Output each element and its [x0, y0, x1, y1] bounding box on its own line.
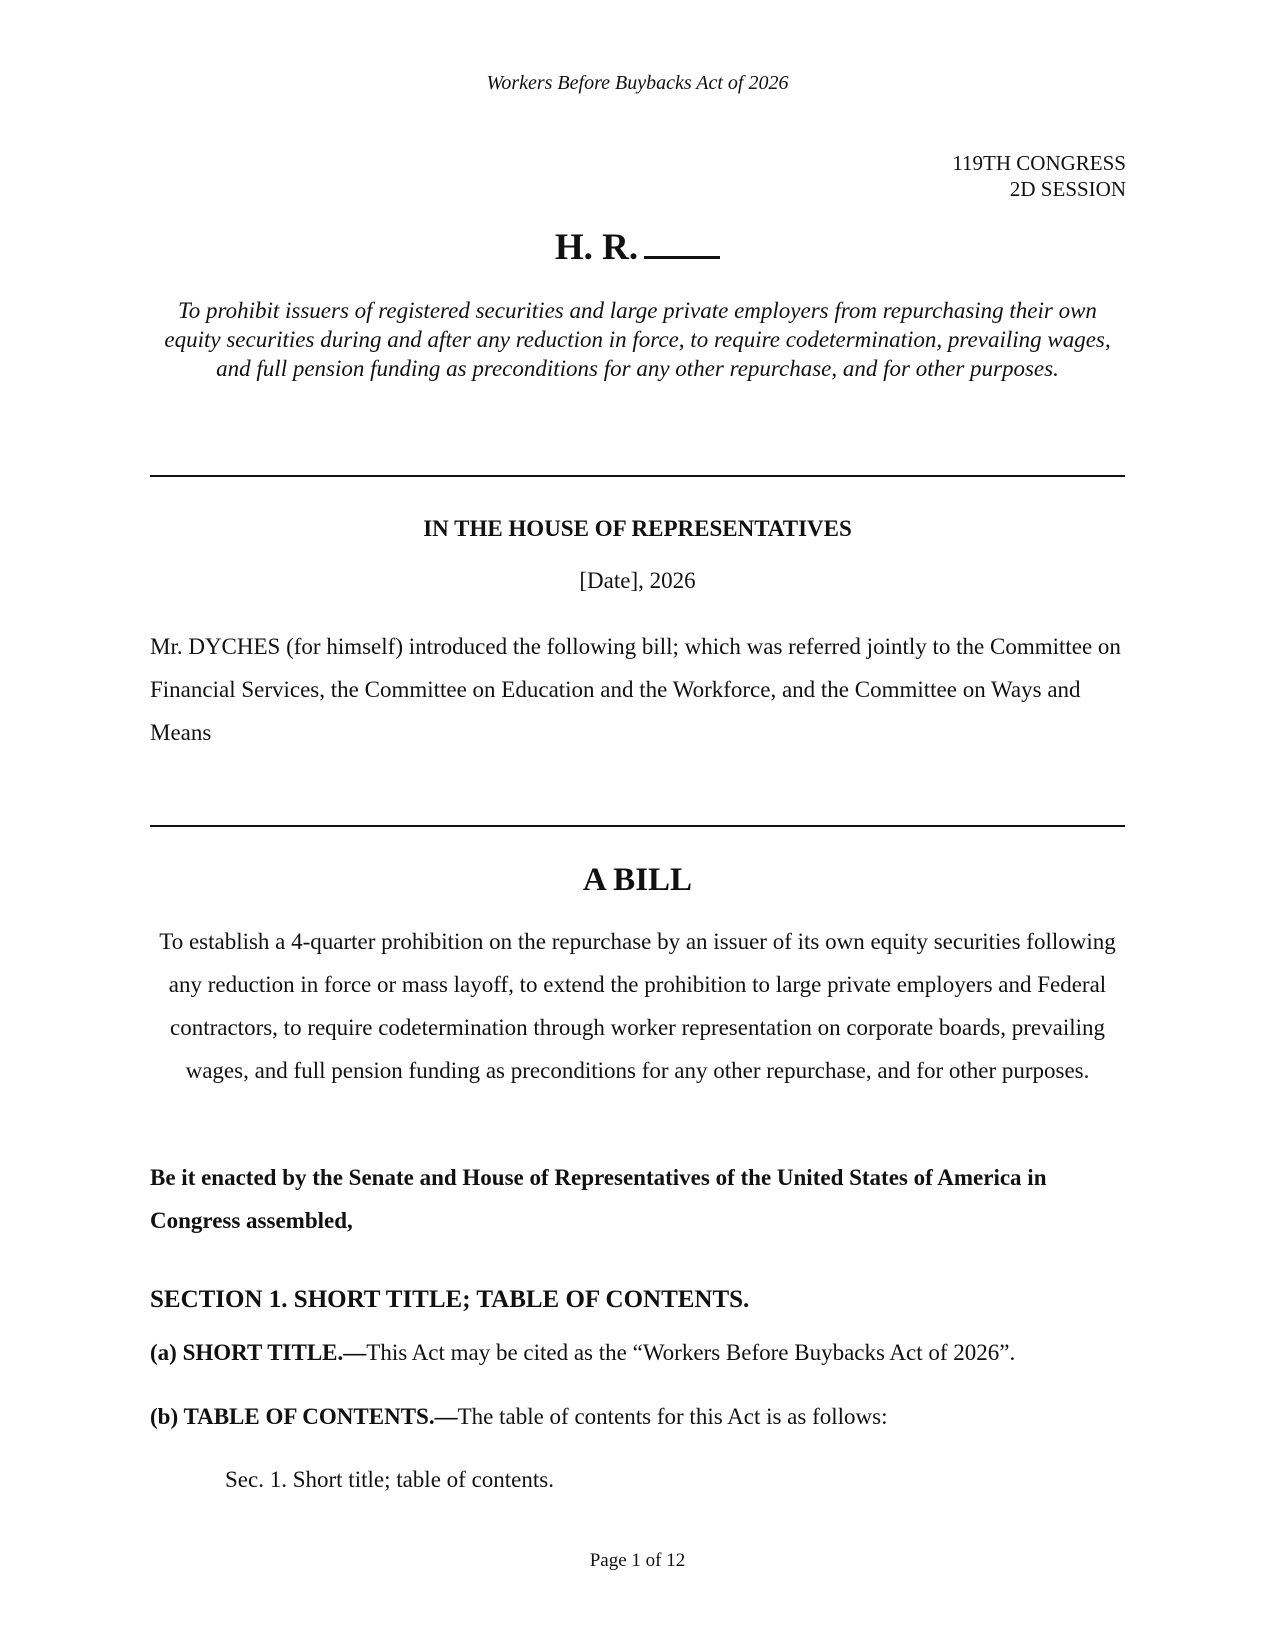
section-1-heading: SECTION 1. SHORT TITLE; TABLE OF CONTENTS. [150, 1286, 750, 1313]
subsection-a-short-title [150, 1340, 1125, 1366]
page-number: Page 1 of 12 [589, 1550, 686, 1571]
bill-heading: A BILL [582, 862, 693, 898]
enacting-clause: Be it enacted by the Senate and House of Representatives of the United States of America in Congress assembled, [150, 1165, 1047, 1233]
bill-number [0, 226, 1275, 269]
subsection-b-label: (b) TABLE OF CONTENTS.— [150, 1404, 458, 1429]
horizontal-rule-bottom [150, 825, 1125, 827]
house-heading: IN THE HOUSE OF REPRESENTATIVES [423, 516, 852, 541]
toc-entry: Sec. 1. Short title; table of contents. [225, 1467, 554, 1492]
introduction-paragraph: Mr. DYCHES (for himself) introduced the following bill; which was referred jointly to the Committee on Financial Services, the Committee on Education and the Workforce, and the Committee on Ways and Means [150, 634, 1121, 745]
subsection-a-text: This Act may be cited as the “Workers Before Buybacks Act of 2026”. [366, 1340, 1016, 1365]
congress-session-block [952, 150, 1126, 202]
congress-label: 119TH CONGRESS [952, 151, 1126, 175]
bill-number-label: H. R. [554, 227, 639, 268]
long-title: To establish a 4-quarter prohibition on the repurchase by an issuer of its own equity securities following any reduction in force or mass layoff, to extend the prohibition to large private employers and Federal contractors, to require codetermination through worker representation on corporate boards, prevailing wages, and full pension funding as preconditions for any other repurchase, and for other purposes. [159, 929, 1116, 1083]
bill-number-blank [644, 226, 720, 259]
subsection-b-text: The table of contents for this Act is as follows: [457, 1404, 888, 1429]
running-header: Workers Before Buybacks Act of 2026 [486, 72, 789, 94]
subsection-b-table-of-contents [150, 1404, 1125, 1430]
subsection-a-label: (a) SHORT TITLE.— [150, 1340, 367, 1365]
purpose-statement: To prohibit issuers of registered securities and large private employers from repurchasing their own equity securities during and after any reduction in force, to require codetermination, prevailing wages, and full pension funding as preconditions for any other repurchase, and for other purposes. [164, 298, 1111, 381]
introduction-date: [Date], 2026 [579, 568, 696, 593]
horizontal-rule-top [150, 475, 1125, 477]
session-label: 2D SESSION [1009, 177, 1126, 201]
